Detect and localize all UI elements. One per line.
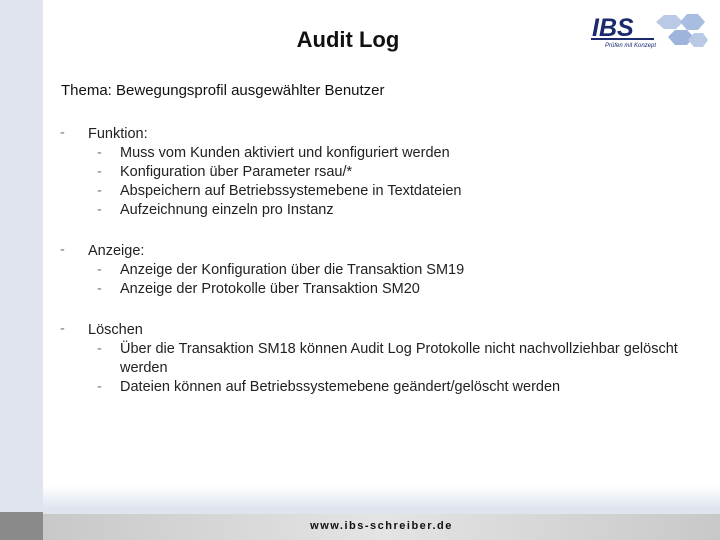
sub-bullet-dash: - — [97, 262, 102, 278]
ibs-logo-graphic — [588, 10, 708, 55]
list-item-text: Anzeige der Protokolle über Transaktion SM20 — [120, 281, 420, 297]
section-label: Anzeige: — [88, 243, 145, 259]
list-item-text: Muss vom Kunden aktiviert und konfiguriert werden — [120, 145, 450, 161]
bullet-dash: - — [60, 242, 65, 258]
list-item-text: Aufzeichnung einzeln pro Instanz — [120, 202, 334, 218]
list-item — [0, 261, 720, 280]
sub-bullet-dash: - — [97, 164, 102, 180]
list-item-text: Dateien können auf Betriebssystemebene geändert/gelöscht werden — [120, 379, 561, 395]
bullet-content — [0, 125, 720, 419]
list-item — [0, 280, 720, 299]
list-item — [0, 144, 720, 163]
slide-title: Audit Log — [296, 27, 400, 52]
svg-text:IBS: IBS — [592, 14, 634, 42]
sub-bullet-dash: - — [97, 379, 102, 395]
ibs-logo — [588, 10, 708, 55]
footer-url: www.ibs-schreiber.de — [310, 520, 453, 532]
bullet-dash: - — [60, 125, 65, 141]
section-label: Funktion: — [88, 126, 148, 142]
list-item — [0, 201, 720, 220]
bullet-dash: - — [60, 321, 65, 337]
list-item-text: Anzeige der Konfiguration über die Transaktion SM19 — [120, 262, 465, 278]
left-bar-bottom-block — [0, 512, 43, 540]
sub-bullet-dash: - — [97, 281, 102, 297]
sub-bullet-dash: - — [97, 183, 102, 199]
list-item — [0, 182, 720, 201]
sub-bullet-dash: - — [97, 202, 102, 218]
list-item-text: Über die Transaktion SM18 können Audit Log Protokolle nicht nachvollziehbar gelöscht werden — [120, 341, 678, 376]
sub-bullet-dash: - — [97, 145, 102, 161]
section-loeschen — [0, 321, 720, 397]
section-label: Löschen — [88, 322, 143, 338]
section-funktion — [0, 125, 720, 220]
topic-heading: Thema: Bewegungsprofil ausgewählter Benutzer — [61, 82, 385, 99]
list-item — [0, 378, 720, 397]
list-item-text: Abspeichern auf Betriebssystemebene in Textdateien — [120, 183, 462, 199]
list-item — [0, 163, 720, 182]
list-item-text: Konfiguration über Parameter rsau/* — [120, 164, 353, 180]
list-item — [0, 340, 720, 378]
section-anzeige — [0, 242, 720, 299]
logo-tagline: Prüfen mit Konzept — [605, 43, 657, 49]
sub-bullet-dash: - — [97, 341, 102, 357]
